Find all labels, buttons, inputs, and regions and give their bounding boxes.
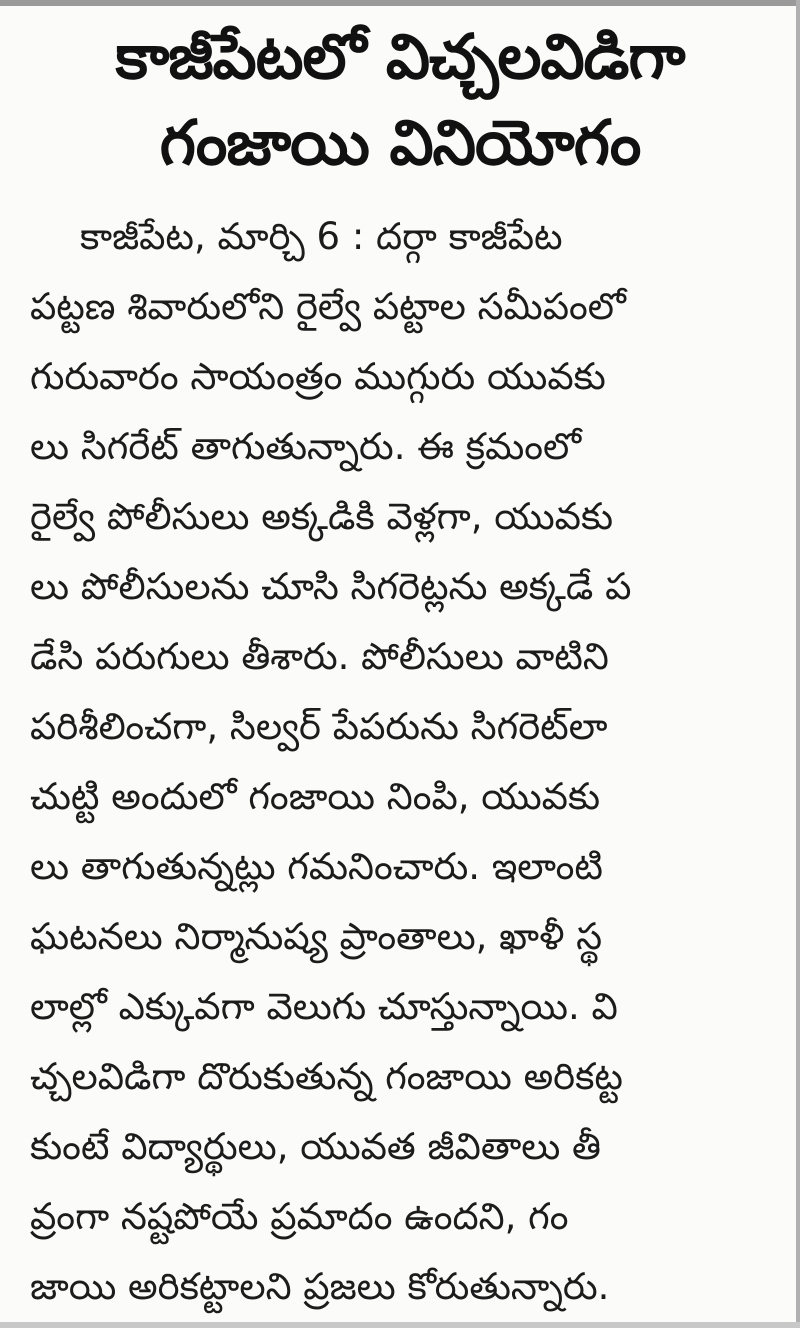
clipping-border-top xyxy=(0,0,800,6)
article-line: చ్చలవిడిగా దొరుకుతున్న గంజాయి అరికట్ట xyxy=(30,1055,623,1098)
article-line: వ్రంగా నష్టపోయే ప్రమాదం ఉందని, గం xyxy=(30,1195,569,1238)
article-line: కాజీపేట, మార్చి 6 : దర్గా కాజీపేట xyxy=(80,215,563,258)
article-line: ఘటనలు నిర్మానుష్య ప్రాంతాలు, ఖాళీ స్థ xyxy=(30,915,603,958)
article-line: లు తాగుతున్నట్లు గమనించారు. ఇలాంటి xyxy=(30,845,603,888)
article-line: పరిశీలించగా, సిల్వర్ పేపరును సిగరెట్‌లా xyxy=(30,705,608,748)
headline-line-2: గంజాయి వినియోగం xyxy=(159,106,641,179)
article-line: కుంటే విద్యార్థులు, యువత జీవితాలు తీ xyxy=(30,1125,601,1168)
article-line: డేసి పరుగులు తీశారు. పోలీసులు వాటిని xyxy=(30,635,609,678)
article-line: గురువారం సాయంత్రం ముగ్గురు యువకు xyxy=(30,355,606,398)
article-line: లు సిగరేట్ తాగుతున్నారు. ఈ క్రమంలో xyxy=(30,425,582,468)
article-line: లు పోలీసులను చూసి సిగరెట్లను అక్కడే ప xyxy=(30,565,632,608)
clipping-border-right xyxy=(796,0,800,1328)
article-line: చుట్టి అందులో గంజాయి నింపి, యువకు xyxy=(30,775,601,818)
article-line: రైల్వే పోలీసులు అక్కడికి వెళ్లగా, యువకు xyxy=(30,495,614,538)
headline-line-1: కాజీపేటలో విచ్చలవిడిగా xyxy=(115,20,685,93)
article-line: జాయి అరికట్టాలని ప్రజలు కోరుతున్నారు. xyxy=(30,1265,610,1308)
clipping-border-bottom xyxy=(0,1322,800,1328)
article-body xyxy=(30,202,770,1322)
article-line: పట్టణ శివారులోని రైల్వే పట్టాల సమీపంలో xyxy=(30,285,626,328)
article-line: లాల్లో ఎక్కువగా వెలుగు చూస్తున్నాయి. వి xyxy=(30,985,618,1028)
